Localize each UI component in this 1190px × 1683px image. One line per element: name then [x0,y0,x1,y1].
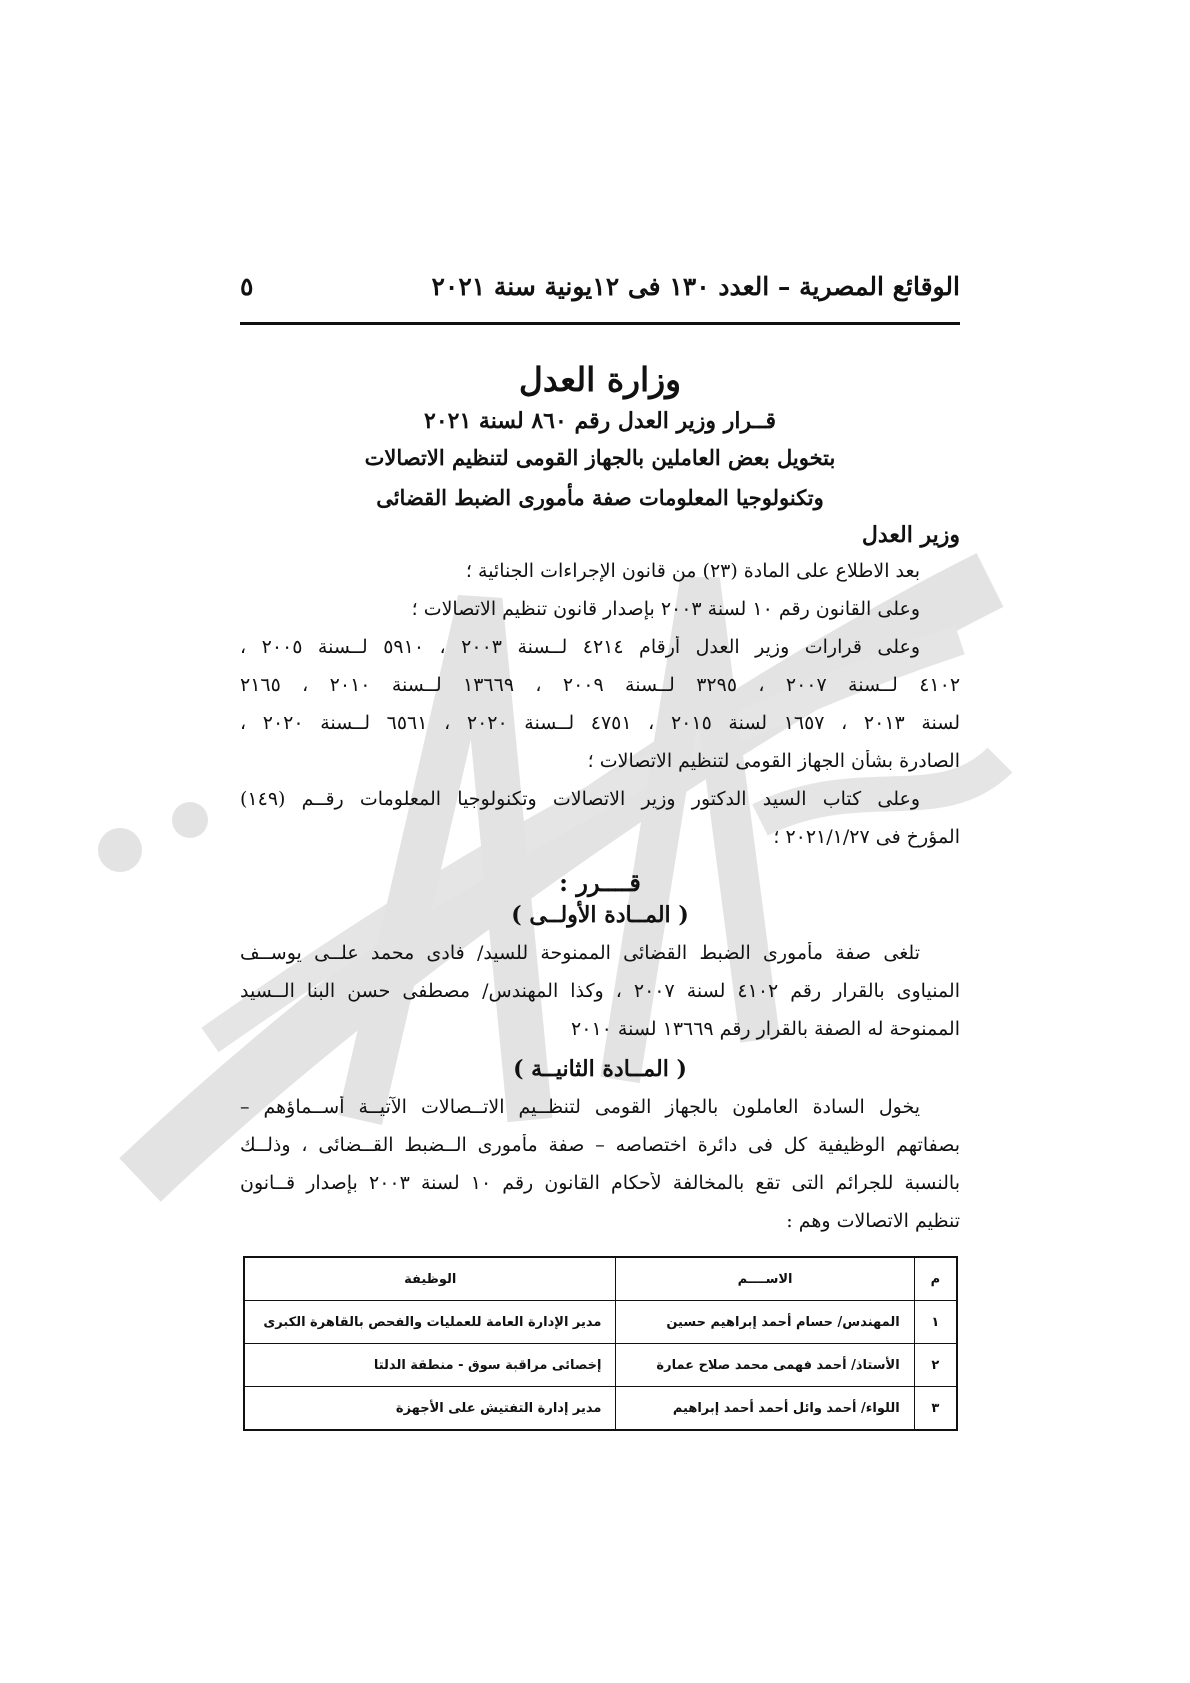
table-row [244,1387,957,1431]
row-job: مدير الإدارة العامة للعمليات والفحص بالقاهرة الكبرى [244,1301,616,1344]
ministry-title: وزارة العدل [518,360,682,399]
row-number: ١ [914,1301,957,1344]
row-name: اللواء/ أحمد وائل أحمد أحمد إبراهيم [616,1387,914,1431]
preamble-line: وعلى القانون رقم ١٠ لسنة ٢٠٠٣ بإصدار قانون تنظيم الاتصالات ؛ [411,598,920,620]
article-2-line: تنظيم الاتصالات وهم : [786,1210,960,1232]
article-2-line: بصفاتهم الوظيفية كل فى دائرة اختصاصه – صفة مأمورى الــضبط القــضائى ، وذلــك [240,1134,960,1156]
page-number: ٥ [240,272,254,301]
header-divider [240,322,960,325]
col-header-number: م [914,1257,957,1301]
preamble-line: بعد الاطلاع على المادة (٢٣) من قانون الإجراءات الجنائية ؛ [465,560,920,582]
row-number: ٢ [914,1344,957,1387]
article-1-title: ( المــادة الأولــى ) [511,902,689,928]
article-1-line: المنياوى بالقرار رقم ٤١٠٢ لسنة ٢٠٠٧ ، وكذا المهندس/ مصطفى حسن البنا الــسيد [240,980,960,1002]
col-header-name: الاســــم [616,1257,914,1301]
row-job: إخصائى مراقبة سوق - منطقة الدلتا [244,1344,616,1387]
row-name: الأستاذ/ أحمد فهمى محمد صلاح عمارة [616,1344,914,1387]
row-job: مدير إدارة التفتيش على الأجهزة [244,1387,616,1431]
preamble-line: وعلى كتاب السيد الدكتور وزير الاتصالات وتكنولوجيا المعلومات رقــم (١٤٩) [240,788,920,810]
decision-title: قــرار وزير العدل رقم ٨٦٠ لسنة ٢٠٢١ [424,408,776,434]
decision-subtitle-2: وتكنولوجيا المعلومات صفة مأمورى الضبط القضائى [376,485,824,510]
row-number: ٣ [914,1387,957,1431]
row-name: المهندس/ حسام أحمد إبراهيم حسين [616,1301,914,1344]
table-header-row [244,1257,957,1301]
preamble-line: المؤرخ فى ٢٠٢١/١/٢٧ ؛ [773,826,960,848]
table-row [244,1344,957,1387]
article-2-title: ( المــادة الثانيــة ) [513,1056,687,1082]
preamble-line: لسنة ٢٠١٣ ، ١٦٥٧ لسنة ٢٠١٥ ، ٤٧٥١ لــسنة ٢٠٢٠ ، ٦٥٦١ لــسنة ٢٠٢٠ ، [240,712,960,734]
article-2-line: يخول السادة العاملون بالجهاز القومى لتنظــيم الاتــصالات الآتيــة أســماؤهم – [240,1096,920,1118]
col-header-job: الوظيفة [244,1257,616,1301]
officers-table [243,1256,958,1431]
table-row [244,1301,957,1344]
preamble-line: ٤١٠٢ لــسنة ٢٠٠٧ ، ٣٢٩٥ لــسنة ٢٠٠٩ ، ١٣٦٦٩ لــسنة ٢٠١٠ ، ٢١٦٥ [240,674,960,696]
preamble-line: وعلى قرارات وزير العدل أرقام ٤٢١٤ لــسنة ٢٠٠٣ ، ٥٩١٠ لــسنة ٢٠٠٥ ، [240,636,921,658]
article-2-line: بالنسبة للجرائم التى تقع بالمخالفة لأحكام القانون رقم ١٠ لسنة ٢٠٠٣ بإصدار قــانون [240,1172,960,1194]
decision-subtitle-1: بتخويل بعض العاملين بالجهاز القومى لتنظيم الاتصالات [364,445,836,470]
gazette-title: الوقائع المصرية – العدد ١٣٠ فى ١٢يونية سنة ٢٠٢١ [431,272,960,301]
decided-heading: قــــرر : [559,868,641,897]
article-1-line: الممنوحة له الصفة بالقرار رقم ١٣٦٦٩ لسنة ٢٠١٠ [571,1018,960,1040]
minister-heading: وزير العدل [861,522,960,548]
preamble-line: الصادرة بشأن الجهاز القومى لتنظيم الاتصالات ؛ [587,750,960,772]
article-1-line: تلغى صفة مأمورى الضبط القضائى الممنوحة للسيد/ فادى محمد علــى يوســف [240,942,920,964]
page-header [240,272,960,312]
